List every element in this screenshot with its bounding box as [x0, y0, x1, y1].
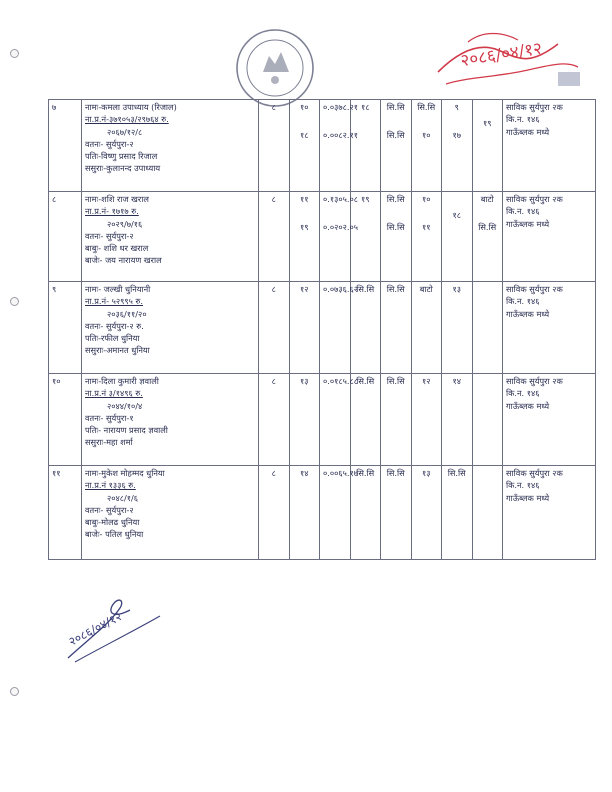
area-value: ०.०३७८.२१ — [323, 102, 359, 112]
owner-line: नामः- जल्खी धुनियानी — [85, 284, 151, 294]
serial-number: ९ — [49, 282, 82, 374]
ward-number: ८ — [259, 282, 290, 374]
plot-cell — [289, 100, 320, 192]
remarks-line: गाऊँब्लक मध्ये — [506, 308, 550, 319]
west-value: सि.सि — [386, 222, 405, 233]
owner-line: २०४८/१/६ — [107, 492, 139, 503]
north-value: बाटो — [419, 284, 433, 294]
remarks-line: साविक सुर्यपुरा २क — [506, 102, 563, 112]
south-value: १४ — [452, 376, 461, 386]
north-value: १३ — [421, 468, 431, 478]
remarks-line: साविक सुर्यपुरा २क — [506, 468, 563, 478]
plot-cell — [289, 466, 320, 560]
west-cell — [381, 100, 412, 192]
remarks-line: साविक सुर्यपुरा २क — [506, 376, 563, 386]
extra-cell — [472, 192, 503, 282]
area-cell — [320, 466, 359, 560]
remarks-line: कि.न. १४६ — [506, 388, 540, 399]
south-value: १३ — [452, 284, 461, 294]
extra-value: बाटो — [480, 194, 494, 204]
owner-line: वतनः- सुर्यपुरा-२ — [85, 230, 134, 241]
east-value: १८ — [360, 102, 370, 112]
owner-details — [82, 374, 259, 466]
table-row — [49, 192, 596, 282]
area-value: ०.१३०५.०८ — [323, 194, 359, 204]
east-cell — [350, 374, 381, 466]
owner-details — [82, 192, 259, 282]
north-cell — [411, 374, 442, 466]
owner-line: ससुराः-महा शर्मा — [85, 437, 133, 448]
plot-value: ११ — [299, 194, 309, 204]
east-cell — [350, 192, 381, 282]
east-value: सि.सि — [356, 284, 375, 294]
north-value: सि.सि — [417, 102, 436, 112]
remarks — [503, 374, 596, 466]
ward-number: ८ — [259, 100, 290, 192]
signature-date-bottom: २०८६/०४/१२ — [66, 609, 125, 649]
extra-cell — [472, 374, 503, 466]
west-value: सि.सि — [386, 284, 405, 294]
east-value: सि.सि — [356, 468, 375, 478]
remarks — [503, 192, 596, 282]
south-value: १८ — [452, 210, 461, 220]
owner-line: ना.प्र.नं ३/१४९६ रु. — [85, 388, 143, 399]
east-cell — [350, 466, 381, 560]
area-value: ०.०२०२.०५ — [323, 222, 359, 233]
north-value: ११ — [421, 222, 431, 233]
ward-number: ८ — [259, 192, 290, 282]
serial-number: १० — [49, 374, 82, 466]
area-cell — [320, 282, 359, 374]
table-row — [49, 374, 596, 466]
owner-line: नामः-मुकेश मोहम्मद धुनिया — [85, 468, 165, 478]
extra-cell — [472, 282, 503, 374]
south-cell — [442, 282, 473, 374]
owner-line: बाबुः-मोलढ धुनिया — [85, 517, 140, 528]
owner-details — [82, 466, 259, 560]
north-value: १० — [421, 194, 431, 204]
owner-line: ससुराः-अमानत धुनिया — [85, 345, 150, 356]
remarks-line: कि.न. १४६ — [506, 206, 540, 217]
serial-number: ८ — [49, 192, 82, 282]
owner-line: बाजेः- जय नारायण खराल — [85, 255, 162, 266]
owner-line: नामः-कमला उपाध्याय (रिजाल) — [85, 102, 177, 112]
signature-top-right — [428, 22, 588, 106]
plot-value: १० — [299, 102, 309, 112]
remarks-line: कि.न. १४६ — [506, 480, 540, 491]
table-row — [49, 282, 596, 374]
signature-date-top: २०८६/०४/१२ — [459, 38, 544, 72]
owner-line: २०३६/११/२० — [107, 308, 147, 319]
west-cell — [381, 466, 412, 560]
owner-details — [82, 282, 259, 374]
south-value: १७ — [452, 130, 461, 141]
south-cell — [442, 374, 473, 466]
owner-line: २०२९/७/१६ — [107, 218, 143, 229]
area-cell — [320, 374, 359, 466]
north-cell — [411, 282, 442, 374]
owner-line: ससुराः-कुलानन्द उपाध्याय — [85, 163, 161, 174]
plot-value: १४ — [299, 468, 309, 478]
plot-cell — [289, 374, 320, 466]
north-value: १२ — [421, 376, 431, 386]
serial-number: ११ — [49, 466, 82, 560]
remarks — [503, 100, 596, 192]
west-value: सि.सि — [386, 194, 405, 204]
table-row — [49, 100, 596, 192]
owner-line: ना.प्र.नं १३३६ रु. — [85, 480, 136, 491]
owner-line: वतनः- सुर्यपुरा-२ — [85, 138, 134, 149]
area-cell — [320, 192, 359, 282]
owner-line: नामः-शशि राज खराल — [85, 194, 149, 204]
owner-line: नामः-दिला कुमारी ज्ञवाली — [85, 376, 159, 386]
remarks-line: गाऊँब्लक मध्ये — [506, 400, 550, 411]
plot-cell — [289, 192, 320, 282]
owner-line: पतिः- नारायण प्रसाद ज्ञवाली — [85, 425, 168, 436]
remarks — [503, 466, 596, 560]
table-row — [49, 466, 596, 560]
area-cell — [320, 100, 359, 192]
owner-line: २०६७/१२/८ — [107, 126, 143, 137]
remarks-line: साविक सुर्यपुरा २क — [506, 284, 563, 294]
owner-line: बाबुः- शशि धर खराल — [85, 243, 149, 254]
south-cell — [442, 100, 473, 192]
extra-cell — [472, 100, 503, 192]
north-cell — [411, 466, 442, 560]
west-cell — [381, 282, 412, 374]
owner-line: ना.प्र.नं- ५२९९५ रु. — [85, 296, 144, 307]
west-value: सि.सि — [386, 130, 405, 141]
records-table — [48, 99, 596, 560]
south-value: सि.सि — [447, 468, 466, 478]
remarks-line: साविक सुर्यपुरा २क — [506, 194, 563, 204]
area-value: ०.०७३६.६२ — [323, 284, 359, 294]
owner-line: २०४४/१०/४ — [107, 400, 143, 411]
remarks — [503, 282, 596, 374]
punch-hole-top — [10, 49, 19, 58]
extra-value: १९ — [482, 118, 492, 128]
north-cell — [411, 192, 442, 282]
plot-cell — [289, 282, 320, 374]
owner-line: पतिः-रफील धुनिया — [85, 333, 140, 344]
plot-value: १९ — [299, 222, 309, 233]
area-value: ०.००६५.१७ — [323, 468, 359, 478]
west-value: सि.सि — [386, 102, 405, 112]
area-value: ०.००८२.११ — [323, 130, 359, 141]
extra-cell — [472, 466, 503, 560]
owner-line: पतिः-विष्णु प्रसाद रिजाल — [85, 151, 158, 162]
owner-line: वतनः- सुर्यपुरा-१ — [85, 412, 134, 423]
serial-number: ७ — [49, 100, 82, 192]
ward-number: ८ — [259, 374, 290, 466]
east-cell — [350, 282, 381, 374]
ward-number: ८ — [259, 466, 290, 560]
south-cell — [442, 466, 473, 560]
north-value: १० — [421, 130, 431, 141]
remarks-line: गाऊँब्लक मध्ये — [506, 492, 550, 503]
extra-value: सि.सि — [478, 222, 497, 233]
west-cell — [381, 374, 412, 466]
signature-bottom-left — [60, 588, 170, 672]
east-value: सि.सि — [356, 376, 375, 386]
owner-details — [82, 100, 259, 192]
east-value: १९ — [360, 194, 370, 204]
south-cell — [442, 192, 473, 282]
plot-value: १२ — [299, 284, 309, 294]
remarks-line: गाऊँब्लक मध्ये — [506, 218, 550, 229]
plot-value: १३ — [299, 376, 309, 386]
area-value: ०.०१८५.८८ — [323, 376, 359, 386]
owner-line: बाजेः- पतिल धुनिया — [85, 529, 144, 540]
west-value: सि.सि — [386, 468, 405, 478]
owner-line: वतनः- सुर्यपुरा-२ रु. — [85, 320, 144, 331]
east-cell — [350, 100, 381, 192]
owner-line: ना.प्र.नं- १७१७ रु. — [85, 206, 139, 217]
west-cell — [381, 192, 412, 282]
remarks-line: कि.न. १४६ — [506, 114, 540, 125]
owner-line: वतनः- सुर्यपुरा-२ — [85, 504, 134, 515]
punch-hole-middle — [10, 297, 19, 306]
owner-line: ना.प्र.नं-३७१०५३/२९७६४ रु. — [85, 114, 169, 125]
remarks-line: गाऊँब्लक मध्ये — [506, 126, 550, 137]
plot-value: १८ — [299, 130, 309, 141]
remarks-line: कि.न. १४६ — [506, 296, 540, 307]
west-value: सि.सि — [386, 376, 405, 386]
south-value: ९ — [454, 102, 459, 112]
north-cell — [411, 100, 442, 192]
punch-hole-bottom — [10, 687, 19, 696]
